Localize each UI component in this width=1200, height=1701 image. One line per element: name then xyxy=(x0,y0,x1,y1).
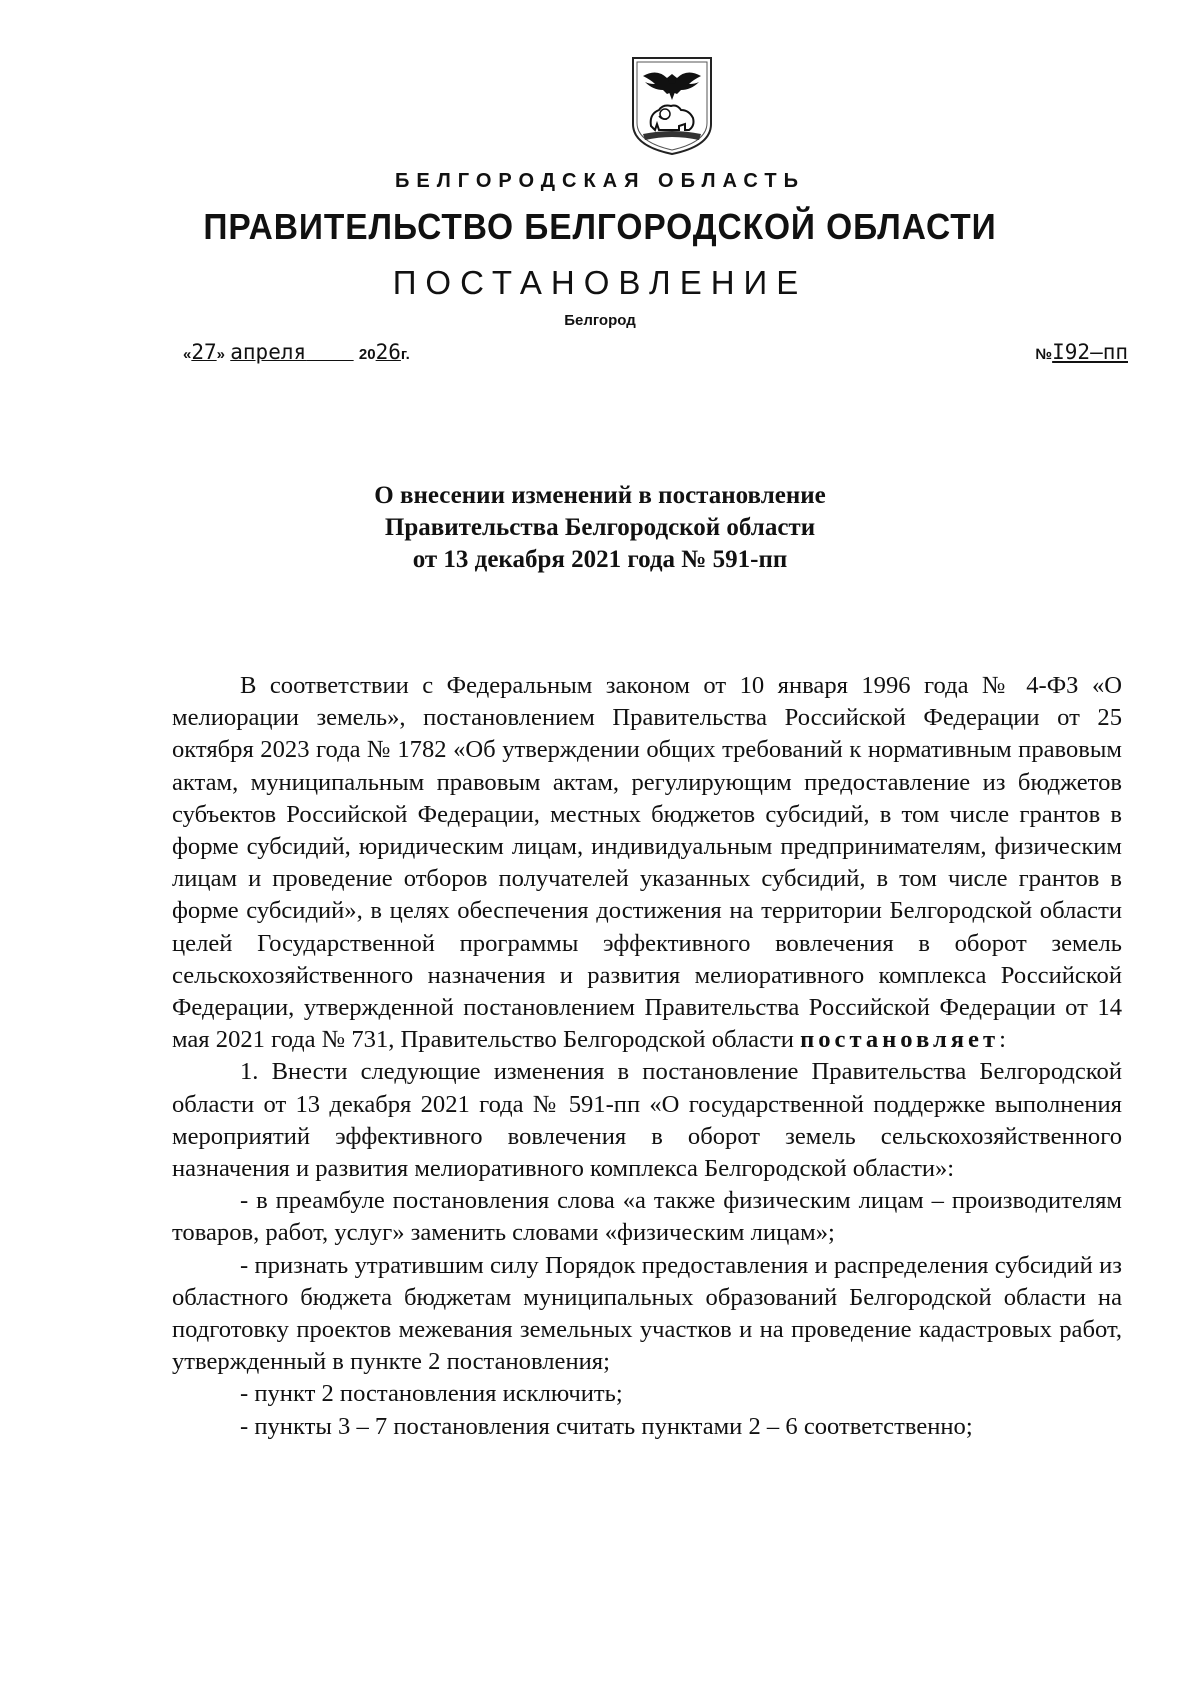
number-prefix: № xyxy=(1035,346,1053,363)
preamble-paragraph xyxy=(172,670,1122,1056)
document-kind: ПОСТАНОВЛЕНИЕ xyxy=(392,264,808,301)
title-line-2: Правительства Белгородской области xyxy=(384,514,816,541)
bullet-3-paragraph: - пункт 2 постановления исключить; xyxy=(240,1380,623,1408)
city-name: Белгород xyxy=(564,312,636,329)
bullet-1-paragraph: - в преамбуле постановления слова «а также физическим лицам – производителям товаров, работ, услуг» заменить словами «физическим лицам»; xyxy=(172,1187,1122,1247)
title-line-3: от 13 декабря 2021 года № 591-пп xyxy=(412,546,788,573)
document-number xyxy=(1035,340,1128,364)
region-name: БЕЛГОРОДСКАЯ ОБЛАСТЬ xyxy=(395,170,805,192)
date-year-mark: г. xyxy=(400,346,410,363)
number-value: I92–пп xyxy=(1052,340,1128,364)
bullet-2-paragraph: - признать утратившим силу Порядок предоставления и распределения субсидий из областного бюджета бюджетам муниципальных образований Белгородской области на подготовку проектов межевания земельных участков и на проведение кадастровых работ, утвержденный в пункте 2 постановления; xyxy=(172,1251,1122,1376)
date-close-quote: » xyxy=(216,346,225,363)
date-day: 27 xyxy=(191,340,217,364)
government-name: ПРАВИТЕЛЬСТВО БЕЛГОРОДСКОЙ ОБЛАСТИ xyxy=(203,206,997,247)
document-title xyxy=(0,480,1200,576)
date-open-quote: « xyxy=(183,346,192,363)
document-body xyxy=(172,670,1122,1443)
bullet-4-paragraph: - пункты 3 – 7 постановления считать пунктами 2 – 6 соответственно; xyxy=(240,1412,973,1440)
date-month: апреля xyxy=(230,340,307,364)
coat-of-arms-emblem xyxy=(629,54,715,156)
document-date xyxy=(183,340,410,365)
date-year-suffix: 26 xyxy=(375,340,401,364)
resolves-colon: : xyxy=(999,1026,1006,1054)
item-1-paragraph: 1. Внести следующие изменения в постановление Правительства Белгородской области от 13 декабря 2021 года № 591-пп «О государственной поддержке выполнения мероприятий эффективного вовлечения в оборот земель сельскохозяйственного назначения и развития мелиоративного комплекса Белгородской области»: xyxy=(172,1058,1122,1183)
title-line-1: О внесении изменений в постановление xyxy=(374,482,826,509)
date-year-prefix: 20 xyxy=(358,346,376,363)
resolves-word: постановляет xyxy=(800,1026,1000,1054)
preamble-text: В соответствии с Федеральным законом от 10 января 1996 года № 4-ФЗ «О мелиорации земель», постановлением Правительства Российской Федерации от 25 октября 2023 года № 1782 «Об утверждении общих требований к нормативным правовым актам, муниципальным правовым актам, регулирующим предоставление из бюджетов субъектов Российской Федерации, местных бюджетов субсидий, в том числе грантов в форме субсидий, юридическим лицам, индивидуальным предпринимателям, физическим лицам и проведение отборов получателей указанных субсидий, в том числе грантов в форме субсидий», в целях обеспечения достижения на территории Белгородской области целей Государственной программы эффективного вовлечения в оборот земель сельскохозяйственного назначения и развития мелиоративного комплекса Российской Федерации, утвержденной постановлением Правительства Российской Федерации от 14 мая 2021 года № 731, Правительство Белгородской области xyxy=(172,672,1122,1054)
